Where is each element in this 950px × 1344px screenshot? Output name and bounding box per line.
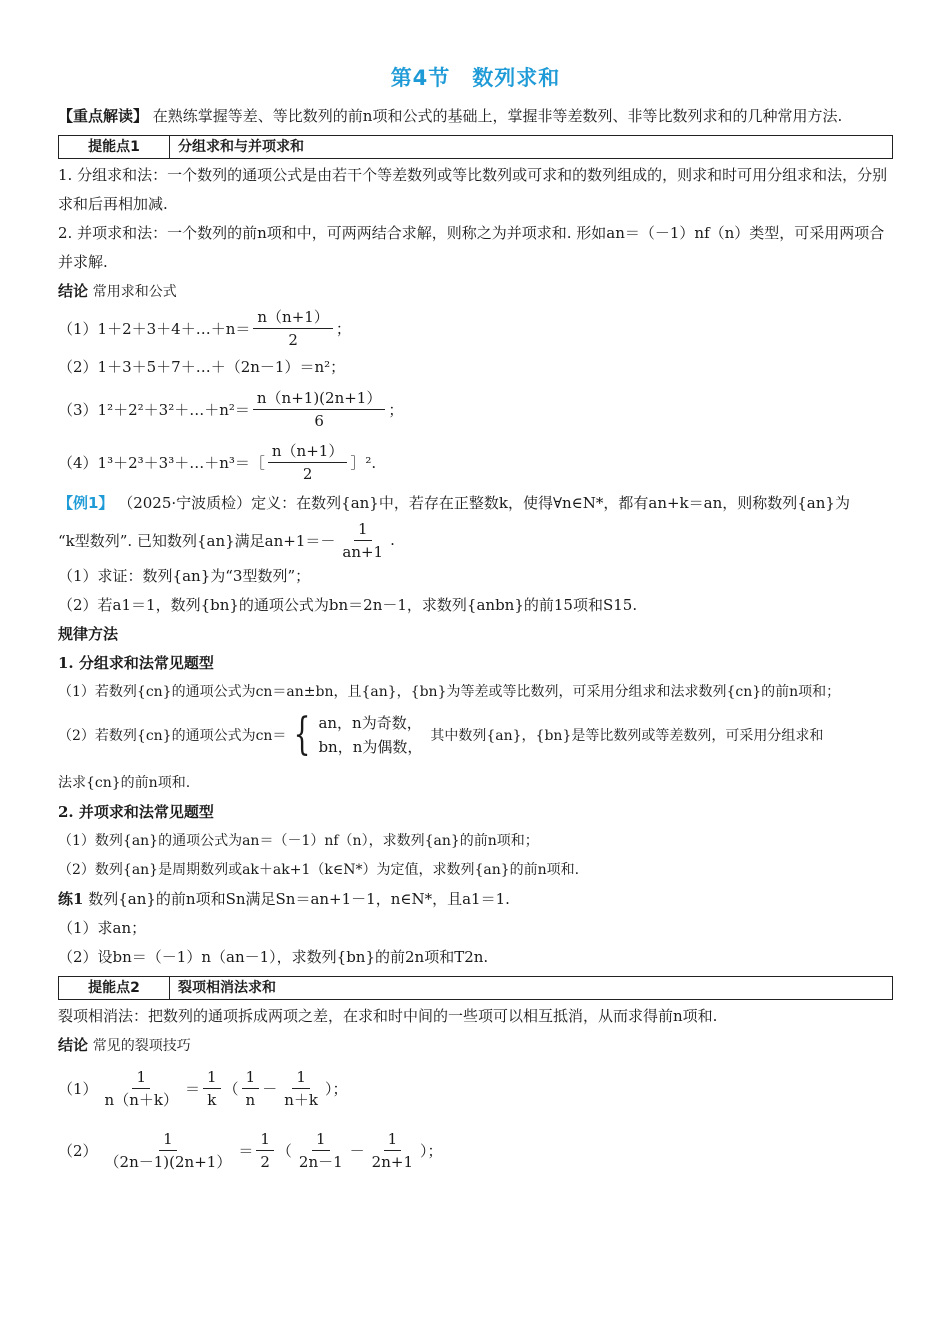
technique-2-frac-d (368, 1128, 417, 1173)
conclusion-1-label: 结论 (58, 282, 89, 300)
practice-1-q2: （2）设bn＝（－1）n（an－1），求数列{bn}的前2n项和T2n. (58, 948, 489, 966)
formula-4-denominator: 2 (302, 464, 313, 483)
technique-2-frac-a (101, 1128, 236, 1173)
rule-1: （1）若数列{cn}的通项公式为cn＝an±bn，且{an}，{bn}为等差或等比数列，可采用分组求和法求数列{cn}的前n项和； (58, 684, 841, 700)
rule-2-tail: 法求{cn}的前n项和. (58, 775, 191, 791)
formula-4 (58, 435, 893, 489)
key-point-2-name: 裂项相消法求和 (178, 980, 276, 996)
conclusion-2 (58, 1031, 893, 1061)
technique-1-num-b: 1 (203, 1066, 221, 1089)
formula-1-end: ； (335, 319, 351, 338)
intro-paragraph (58, 102, 893, 131)
practice-1-q1: （1）求an； (58, 919, 147, 937)
key-point-1-header (58, 135, 893, 159)
technique-2-frac-b (256, 1128, 274, 1173)
section-grouping: 1. 分组求和法：一个数列的通项公式是由若干个等差数列或等比数列或可求和的数列组成的，则求和时可用分组求和法，分别求和后再相加减. (58, 166, 888, 213)
formula-3-fraction (253, 387, 385, 432)
technique-2-paren: （ (276, 1141, 292, 1160)
rule-2-case-odd: an，n为奇数， (318, 714, 422, 732)
technique-1-den-a: n（n＋k） (104, 1090, 178, 1109)
formula-1-fraction (253, 306, 332, 351)
formula-4-fraction (268, 440, 347, 485)
formula-1 (58, 307, 893, 349)
example-1-line2 (58, 518, 893, 562)
rule-3: （1）数列{an}的通项公式为an＝（－1）nf（n），求数列{an}的前n项和； (58, 833, 539, 849)
left-brace-icon: { (294, 709, 311, 760)
document-page (58, 62, 893, 1177)
example-1-label: 【例1】 (58, 494, 114, 512)
key-point-1-name: 分组求和与并项求和 (178, 139, 304, 155)
formula-3-denominator: 6 (314, 411, 324, 430)
example-1-fraction (338, 518, 387, 563)
example-1-numerator: 1 (354, 518, 372, 541)
technique-2-index: （2） (58, 1141, 98, 1160)
technique-1-den-b: k (207, 1090, 217, 1109)
intro-text: 在熟练掌握等差、等比数列的前n项和公式的基础上，掌握非等差数列、非等比数列求和的几种常用方法. (152, 107, 843, 125)
rule-2-left: （2）若数列{cn}的通项公式为cn＝ (58, 728, 287, 744)
formula-3 (58, 383, 893, 435)
conclusion-2-label: 结论 (58, 1036, 89, 1054)
rule-label: 规律方法 (58, 625, 119, 643)
technique-1-frac-c (242, 1066, 260, 1111)
section-merging: 2. 并项求和法：一个数列的前n项和中，可两两结合求解，则称之为并项求和. 形如an＝（－1）nf（n）类型，可采用两项合并求解. (58, 224, 885, 271)
technique-1-frac-b (203, 1066, 221, 1111)
intro-label: 【重点解读】 (58, 107, 149, 125)
technique-1-num-a: 1 (132, 1066, 150, 1089)
rule-2-piecewise (286, 711, 422, 759)
rule-2-cases (318, 711, 422, 759)
example-1-text2: “k型数列”. 已知数列{an}满足an+1＝－ (58, 531, 336, 550)
technique-2-den-c: 2n－1 (298, 1152, 343, 1171)
formula-3-numerator: n（n+1)(2n+1） (253, 387, 385, 410)
technique-1-den-c: n (245, 1090, 256, 1109)
formula-2: （2）1＋3＋5＋7＋…＋（2n－1）＝n²； (58, 357, 346, 376)
practice-1 (58, 885, 893, 914)
technique-1-paren: （ (223, 1079, 239, 1098)
example-1-q1: （1）求证：数列{an}为“3型数列”； (58, 567, 311, 585)
example-1 (58, 489, 893, 518)
key-point-2-header (58, 976, 893, 1000)
conclusion-1-text: 常用求和公式 (92, 284, 177, 300)
example-1-denominator: an+1 (342, 542, 384, 561)
technique-1-den-d: n＋k (284, 1090, 318, 1109)
example-1-text: （2025·宁波质检）定义：在数列{an}中，若存在正整数k，使得∀n∈N*，都有an+k＝an，则称数列{an}为 (118, 494, 850, 512)
technique-2-frac-c (295, 1128, 347, 1173)
key-point-1-label: 提能点1 (59, 136, 170, 158)
technique-2-num-d: 1 (384, 1128, 402, 1151)
rule-heading-2: 2. 并项求和法常见题型 (58, 803, 214, 821)
technique-2-den-b: 2 (260, 1152, 270, 1171)
key-point-2-label: 提能点2 (59, 977, 170, 999)
practice-1-text: 数列{an}的前n项和Sn满足Sn＝an+1－1，n∈N*，且a1＝1. (88, 890, 510, 908)
technique-1-end: ）； (325, 1079, 348, 1098)
technique-2 (58, 1123, 893, 1177)
technique-1-equals: ＝ (184, 1079, 200, 1098)
technique-2-equals: ＝ (238, 1141, 254, 1160)
technique-1-num-c: 1 (242, 1066, 260, 1089)
rule-4: （2）数列{an}是周期数列或ak＋ak+1（k∈N*）为定值，求数列{an}的前n项和. (58, 862, 580, 878)
formula-3-left: （3）1²＋2²＋3²＋…＋n²＝ (58, 400, 250, 419)
rule-2-case-even: bn，n为偶数， (318, 738, 423, 756)
formula-1-denominator: 2 (288, 330, 298, 349)
technique-2-den-d: 2n+1 (371, 1152, 413, 1171)
page-title: 第4节 数列求和 (390, 66, 561, 90)
technique-2-minus: － (349, 1141, 365, 1160)
formula-4-left: （4）1³＋2³＋3³＋…＋n³＝［ (58, 453, 265, 472)
technique-1-num-d: 1 (292, 1066, 310, 1089)
rule-2-right: 其中数列{an}，{bn}是等比数列或等差数列，可采用分组求和 (430, 728, 824, 744)
technique-1-frac-d (280, 1066, 322, 1111)
example-1-end: . (390, 531, 395, 549)
technique-1-frac-a (101, 1066, 182, 1111)
conclusion-2-text: 常见的裂项技巧 (92, 1038, 191, 1054)
formula-1-numerator: n（n+1） (253, 306, 332, 329)
formula-4-end: ］². (350, 453, 377, 472)
conclusion-1 (58, 277, 893, 307)
technique-2-den-a: （2n－1)(2n+1） (104, 1152, 232, 1171)
formula-1-left: （1）1＋2＋3＋4＋…＋n＝ (58, 319, 251, 338)
formula-4-numerator: n（n+1） (268, 440, 347, 463)
technique-2-num-c: 1 (312, 1128, 330, 1151)
technique-1-index: （1） (58, 1079, 98, 1098)
rule-heading-1: 1. 分组求和法常见题型 (58, 654, 214, 672)
technique-2-num-a: 1 (159, 1128, 177, 1151)
formula-3-end: ； (388, 400, 404, 419)
technique-2-num-b: 1 (256, 1128, 274, 1151)
practice-1-label: 练1 (58, 890, 84, 908)
technique-1 (58, 1061, 893, 1115)
technique-2-end: ）； (420, 1141, 443, 1160)
rule-2 (58, 707, 893, 763)
example-1-q2: （2）若a1＝1，数列{bn}的通项公式为bn＝2n－1，求数列{anbn}的前15项和S15. (58, 596, 638, 614)
technique-1-minus: － (262, 1079, 278, 1098)
section-telescoping: 裂项相消法：把数列的通项拆成两项之差，在求和时中间的一些项可以相互抵消，从而求得前n项和. (58, 1007, 718, 1025)
